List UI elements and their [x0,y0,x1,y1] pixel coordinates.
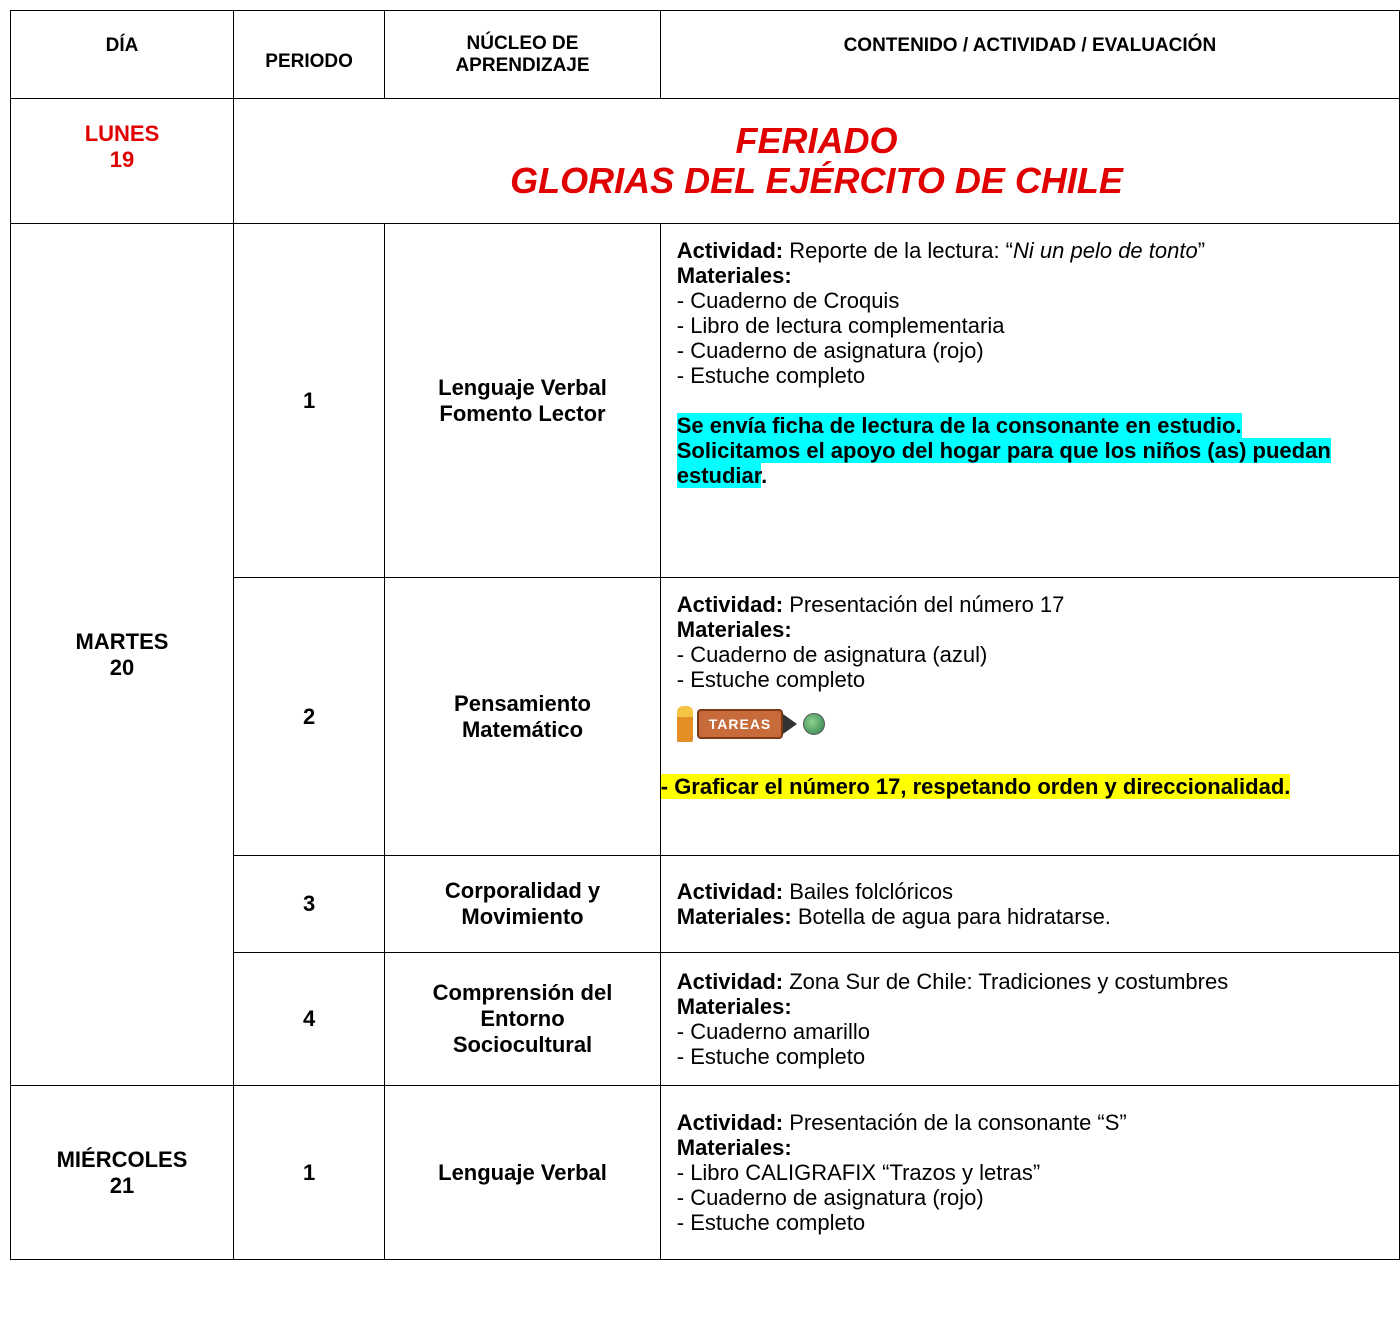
materiales-label-text: Materiales: [676,1135,792,1160]
row-lunes [11,99,1400,224]
material-item: - Estuche completo [676,1044,866,1069]
material-item: - Estuche completo [676,1210,866,1235]
nucleo-line: Lenguaje Verbal [438,374,607,400]
material-item: - Cuaderno de asignatura (rojo) [676,338,984,363]
highlighted-note: Se envía ficha de lectura de la consonante en estudio. [676,413,1242,438]
periodo-cell [233,953,384,1086]
header-contenido [660,11,1399,99]
day-martes-number: 20 [109,654,135,680]
feriado-subtitle: GLORIAS DEL EJÉRCITO DE CHILE [510,160,1123,201]
actividad-label: Actividad: [676,238,784,263]
highlighted-note: Solicitamos el apoyo del hogar para que los niños (as) puedan [676,438,1331,463]
materiales-text: Botella de agua para hidratarse. [791,904,1111,929]
periodo-number: 4 [302,1006,316,1031]
contenido-cell [660,953,1399,1086]
globe-icon [803,713,825,735]
actividad-quote-close: ” [1197,238,1206,263]
periodo-cell [233,578,384,856]
actividad-text: Bailes folclóricos [783,879,954,904]
actividad-label: Actividad: [676,879,784,904]
day-miercoles-name: MIÉRCOLES [56,1146,188,1172]
actividad-line [677,879,1399,904]
nucleo-cell [385,224,661,578]
nucleo-line: Lenguaje Verbal [438,1159,607,1185]
contenido-cell [660,1086,1399,1260]
actividad-text: Presentación de la consonante “S” [783,1110,1127,1135]
nucleo-line: Pensamiento [454,690,591,716]
day-martes [11,224,234,1086]
material-item: - Estuche completo [676,363,866,388]
nucleo-cell [385,856,661,953]
nucleo-line: Matemático [461,716,584,742]
tarea-line [661,774,1399,799]
day-miercoles-number: 21 [109,1172,135,1198]
materiales-label [661,617,1399,642]
header-row [11,11,1400,99]
nucleo-line: Comprensión del [432,980,613,1005]
nucleo-line: Fomento Lector [439,400,606,426]
header-nucleo [385,11,661,99]
nucleo-cell [385,1086,661,1260]
kid-icon [677,706,693,742]
contenido-cell [660,856,1399,953]
header-periodo [233,11,384,99]
note-line [677,438,1399,463]
periodo-cell [233,1086,384,1260]
nucleo-cell [385,578,661,856]
periodo-number: 2 [302,703,316,729]
row-martes-p1 [11,224,1400,578]
note-period: . [761,463,768,488]
header-contenido-label: CONTENIDO / ACTIVIDAD / EVALUACIÓN [843,35,1217,56]
materiales-label-text: Materiales: [676,904,792,929]
material-item: - Libro de lectura complementaria [676,313,1005,338]
actividad-text: Presentación del número 17 [783,592,1065,617]
periodo-cell [233,224,384,578]
actividad-line [661,592,1399,617]
header-dia [11,11,234,99]
day-lunes-number: 19 [109,147,135,172]
highlighted-note: estudiar [676,463,762,488]
contenido-cell [660,224,1399,578]
day-martes-name: MARTES [75,628,169,654]
material-item: - Cuaderno de asignatura (azul) [676,642,988,667]
day-lunes-name: LUNES [84,121,160,146]
nucleo-line: Sociocultural [452,1032,593,1057]
book-title: Ni un pelo de tonto [1013,238,1198,263]
day-miercoles [11,1086,234,1260]
actividad-text: Reporte de la lectura: “ [783,238,1014,263]
header-nucleo-line2: APRENDIZAJE [455,54,590,76]
note-line [677,413,1399,438]
actividad-label: Actividad: [676,969,784,994]
periodo-cell [233,856,384,953]
homework-highlight: - Graficar el número 17, respetando orden y direccionalidad. [660,774,1291,799]
materiales-line [677,904,1399,929]
feriado-title: FERIADO [735,120,898,161]
header-nucleo-line1: NÚCLEO DE [466,32,579,54]
note-line [677,463,1399,488]
materiales-label-text: Materiales: [676,263,792,288]
nucleo-cell [385,953,661,1086]
feriado-cell [233,99,1399,224]
material-item: - Cuaderno de Croquis [676,288,900,313]
schedule-table [10,10,1400,1260]
material-item: - Libro CALIGRAFIX “Trazos y letras” [676,1160,1041,1185]
material-item: - Cuaderno de asignatura (rojo) [676,1185,984,1210]
nucleo-line: Corporalidad y [444,878,601,903]
day-lunes [11,99,234,224]
actividad-line [677,238,1399,263]
actividad-line [677,1110,1399,1135]
materiales-label-text: Materiales: [676,617,792,642]
header-dia-label: DÍA [105,35,139,56]
periodo-number: 1 [302,1159,316,1185]
tareas-icon [677,704,826,744]
header-periodo-label: PERIODO [265,50,353,72]
materiales-label [677,994,1399,1019]
nucleo-line: Entorno [480,1006,565,1031]
actividad-label: Actividad: [676,592,784,617]
contenido-cell [660,578,1399,856]
row-miercoles-p1 [11,1086,1400,1260]
pencil-tip-icon [783,714,797,734]
nucleo-line: Movimiento [461,904,584,929]
actividad-line [677,969,1399,994]
pencil-icon: TAREAS [697,709,784,739]
material-item: - Cuaderno amarillo [676,1019,870,1044]
materiales-label [677,1135,1399,1160]
material-item: - Estuche completo [676,667,866,692]
materiales-label-text: Materiales: [676,994,792,1019]
actividad-text: Zona Sur de Chile: Tradiciones y costumbres [783,969,1229,994]
materiales-label [677,263,1399,288]
actividad-label: Actividad: [676,1110,784,1135]
periodo-number: 1 [302,387,316,413]
periodo-number: 3 [302,891,316,916]
